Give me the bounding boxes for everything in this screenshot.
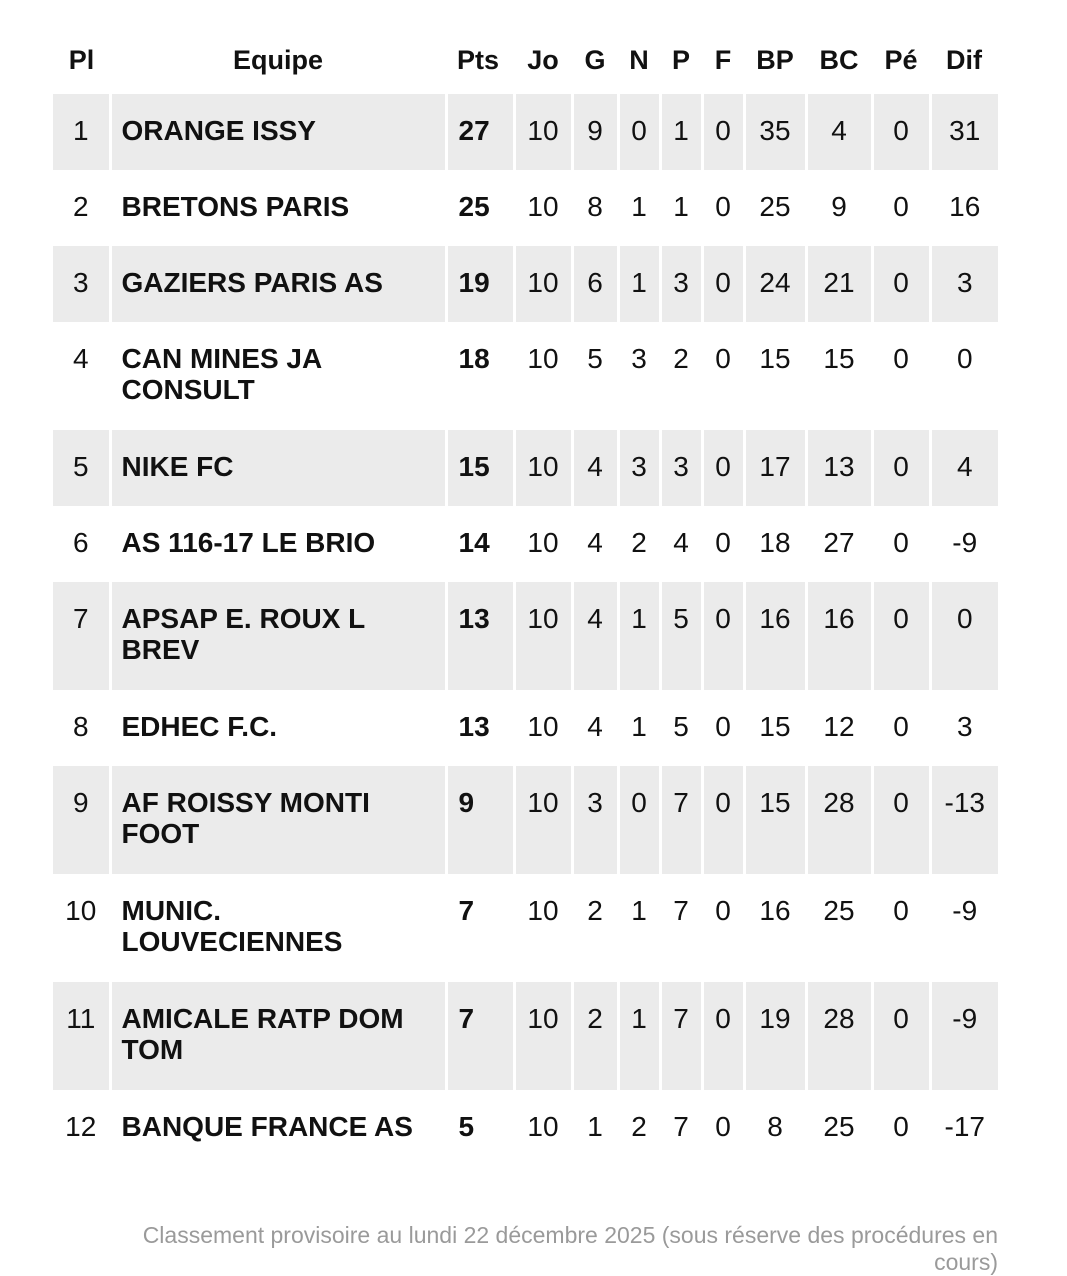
cell-pe: 0 bbox=[872, 582, 930, 690]
column-header-p[interactable]: P bbox=[671, 44, 690, 75]
table-row bbox=[53, 690, 998, 766]
cell-team[interactable]: APSAP E. ROUX L BREV bbox=[110, 582, 446, 690]
column-header-jo[interactable]: Jo bbox=[527, 44, 559, 75]
cell-jo: 10 bbox=[514, 582, 572, 690]
column-header-pe[interactable]: Pé bbox=[884, 44, 918, 75]
cell-f: 0 bbox=[702, 246, 744, 322]
cell-n: 3 bbox=[618, 322, 660, 430]
column-header-f[interactable]: F bbox=[714, 44, 732, 75]
cell-pts: 13 bbox=[446, 582, 514, 690]
column-header-dif[interactable]: Dif bbox=[946, 44, 982, 75]
cell-bc: 25 bbox=[806, 1090, 872, 1198]
cell-g: 4 bbox=[572, 506, 618, 582]
cell-team[interactable]: ORANGE ISSY bbox=[110, 94, 446, 170]
cell-pts: 15 bbox=[446, 430, 514, 506]
cell-dif: 0 bbox=[930, 322, 998, 430]
cell-bc: 28 bbox=[806, 982, 872, 1090]
cell-g: 2 bbox=[572, 874, 618, 982]
cell-f: 0 bbox=[702, 1090, 744, 1198]
cell-f: 0 bbox=[702, 982, 744, 1090]
cell-team[interactable]: EDHEC F.C. bbox=[110, 690, 446, 766]
cell-bp: 19 bbox=[744, 982, 806, 1090]
cell-dif: 3 bbox=[930, 246, 998, 322]
cell-jo: 10 bbox=[514, 94, 572, 170]
header-row bbox=[53, 26, 998, 94]
cell-bc: 12 bbox=[806, 690, 872, 766]
cell-pl: 10 bbox=[65, 895, 97, 926]
cell-f: 0 bbox=[702, 94, 744, 170]
cell-pts: 5 bbox=[446, 1090, 514, 1198]
cell-pe: 0 bbox=[872, 322, 930, 430]
cell-p: 7 bbox=[660, 766, 702, 874]
cell-dif: -9 bbox=[930, 506, 998, 582]
cell-n: 1 bbox=[618, 982, 660, 1090]
cell-pts: 7 bbox=[446, 982, 514, 1090]
cell-dif: 3 bbox=[930, 690, 998, 766]
table-row bbox=[53, 982, 998, 1090]
cell-g: 6 bbox=[572, 246, 618, 322]
cell-n: 1 bbox=[618, 690, 660, 766]
cell-g: 8 bbox=[572, 170, 618, 246]
column-header-pl[interactable]: Pl bbox=[68, 44, 95, 75]
cell-pl: 8 bbox=[72, 711, 89, 742]
column-header-g[interactable]: G bbox=[584, 44, 606, 75]
cell-bc: 27 bbox=[806, 506, 872, 582]
cell-team[interactable]: AF ROISSY MONTI FOOT bbox=[110, 766, 446, 874]
cell-g: 1 bbox=[572, 1090, 618, 1198]
cell-n: 3 bbox=[618, 430, 660, 506]
column-header-bp[interactable]: BP bbox=[756, 44, 794, 75]
cell-bp: 15 bbox=[744, 322, 806, 430]
cell-bp: 15 bbox=[744, 690, 806, 766]
cell-f: 0 bbox=[702, 582, 744, 690]
cell-team[interactable]: AS 116-17 LE BRIO bbox=[110, 506, 446, 582]
cell-n: 0 bbox=[618, 94, 660, 170]
cell-bc: 28 bbox=[806, 766, 872, 874]
cell-pe: 0 bbox=[872, 690, 930, 766]
cell-pe: 0 bbox=[872, 506, 930, 582]
cell-pe: 0 bbox=[872, 94, 930, 170]
cell-jo: 10 bbox=[514, 982, 572, 1090]
cell-pl: 2 bbox=[72, 191, 89, 222]
cell-dif: -9 bbox=[930, 874, 998, 982]
cell-p: 3 bbox=[660, 430, 702, 506]
cell-n: 1 bbox=[618, 874, 660, 982]
cell-bp: 17 bbox=[744, 430, 806, 506]
cell-dif: -13 bbox=[930, 766, 998, 874]
cell-jo: 10 bbox=[514, 246, 572, 322]
cell-bp: 16 bbox=[744, 582, 806, 690]
cell-pe: 0 bbox=[872, 170, 930, 246]
cell-jo: 10 bbox=[514, 430, 572, 506]
cell-pe: 0 bbox=[872, 246, 930, 322]
table-row bbox=[53, 430, 998, 506]
cell-team[interactable]: GAZIERS PARIS AS bbox=[110, 246, 446, 322]
cell-team[interactable]: NIKE FC bbox=[110, 430, 446, 506]
cell-pl: 5 bbox=[72, 451, 89, 482]
cell-p: 7 bbox=[660, 874, 702, 982]
cell-pts: 13 bbox=[446, 690, 514, 766]
column-header-pts[interactable]: Pts bbox=[457, 44, 500, 75]
cell-pts: 7 bbox=[446, 874, 514, 982]
cell-p: 5 bbox=[660, 690, 702, 766]
cell-f: 0 bbox=[702, 430, 744, 506]
cell-dif: 16 bbox=[930, 170, 998, 246]
table-row bbox=[53, 170, 998, 246]
cell-p: 5 bbox=[660, 582, 702, 690]
standings-table bbox=[53, 26, 998, 1198]
cell-bc: 25 bbox=[806, 874, 872, 982]
cell-pts: 27 bbox=[446, 94, 514, 170]
cell-pl: 9 bbox=[72, 787, 89, 818]
cell-bc: 9 bbox=[806, 170, 872, 246]
cell-p: 1 bbox=[660, 94, 702, 170]
cell-team[interactable]: MUNIC. LOUVECIENNES bbox=[110, 874, 446, 982]
cell-p: 1 bbox=[660, 170, 702, 246]
cell-dif: -9 bbox=[930, 982, 998, 1090]
cell-pl: 1 bbox=[72, 115, 89, 146]
cell-dif: -17 bbox=[930, 1090, 998, 1198]
table-row bbox=[53, 246, 998, 322]
cell-g: 4 bbox=[572, 430, 618, 506]
cell-pl: 6 bbox=[72, 527, 89, 558]
cell-bc: 13 bbox=[806, 430, 872, 506]
cell-pe: 0 bbox=[872, 1090, 930, 1198]
cell-pts: 9 bbox=[446, 766, 514, 874]
cell-bp: 24 bbox=[744, 246, 806, 322]
cell-g: 9 bbox=[572, 94, 618, 170]
column-header-equipe[interactable]: Equipe bbox=[232, 44, 323, 75]
cell-g: 5 bbox=[572, 322, 618, 430]
table-row bbox=[53, 1090, 998, 1198]
cell-pe: 0 bbox=[872, 982, 930, 1090]
cell-dif: 4 bbox=[930, 430, 998, 506]
cell-pe: 0 bbox=[872, 874, 930, 982]
cell-bp: 35 bbox=[744, 94, 806, 170]
cell-bc: 15 bbox=[806, 322, 872, 430]
provisional-standings-note: Classement provisoire au lundi 22 décembre 2025 (sous réserve des procédures en cours) bbox=[142, 1222, 998, 1275]
cell-f: 0 bbox=[702, 170, 744, 246]
cell-jo: 10 bbox=[514, 170, 572, 246]
cell-jo: 10 bbox=[514, 766, 572, 874]
cell-dif: 31 bbox=[930, 94, 998, 170]
table-header bbox=[53, 26, 998, 94]
table-row bbox=[53, 94, 998, 170]
table-row bbox=[53, 322, 998, 430]
cell-team[interactable]: BRETONS PARIS bbox=[110, 170, 446, 246]
cell-f: 0 bbox=[702, 506, 744, 582]
cell-jo: 10 bbox=[514, 690, 572, 766]
cell-pl: 3 bbox=[72, 267, 89, 298]
cell-pl: 12 bbox=[65, 1111, 97, 1142]
cell-pts: 18 bbox=[446, 322, 514, 430]
cell-dif: 0 bbox=[930, 582, 998, 690]
cell-pl: 7 bbox=[72, 603, 89, 634]
cell-f: 0 bbox=[702, 766, 744, 874]
cell-team[interactable]: CAN MINES JA CONSULT bbox=[110, 322, 446, 430]
cell-jo: 10 bbox=[514, 322, 572, 430]
cell-g: 4 bbox=[572, 690, 618, 766]
cell-bp: 16 bbox=[744, 874, 806, 982]
cell-n: 1 bbox=[618, 170, 660, 246]
table-row bbox=[53, 874, 998, 982]
cell-n: 2 bbox=[618, 1090, 660, 1198]
cell-g: 2 bbox=[572, 982, 618, 1090]
cell-n: 1 bbox=[618, 246, 660, 322]
table-row bbox=[53, 766, 998, 874]
cell-f: 0 bbox=[702, 874, 744, 982]
cell-bp: 18 bbox=[744, 506, 806, 582]
table-row bbox=[53, 506, 998, 582]
cell-bc: 21 bbox=[806, 246, 872, 322]
cell-jo: 10 bbox=[514, 506, 572, 582]
cell-p: 7 bbox=[660, 982, 702, 1090]
cell-pts: 25 bbox=[446, 170, 514, 246]
column-header-bc[interactable]: BC bbox=[819, 44, 859, 75]
cell-pts: 14 bbox=[446, 506, 514, 582]
cell-n: 0 bbox=[618, 766, 660, 874]
cell-jo: 10 bbox=[514, 1090, 572, 1198]
cell-team[interactable]: AMICALE RATP DOM TOM bbox=[110, 982, 446, 1090]
cell-f: 0 bbox=[702, 322, 744, 430]
cell-n: 2 bbox=[618, 506, 660, 582]
cell-p: 7 bbox=[660, 1090, 702, 1198]
cell-pts: 19 bbox=[446, 246, 514, 322]
cell-g: 4 bbox=[572, 582, 618, 690]
cell-p: 2 bbox=[660, 322, 702, 430]
cell-n: 1 bbox=[618, 582, 660, 690]
cell-p: 4 bbox=[660, 506, 702, 582]
cell-bc: 16 bbox=[806, 582, 872, 690]
cell-team[interactable]: BANQUE FRANCE AS bbox=[110, 1090, 446, 1198]
cell-pl: 11 bbox=[66, 1003, 96, 1034]
cell-pe: 0 bbox=[872, 430, 930, 506]
column-header-n[interactable]: N bbox=[629, 44, 649, 75]
cell-bp: 15 bbox=[744, 766, 806, 874]
cell-bc: 4 bbox=[806, 94, 872, 170]
cell-pl: 4 bbox=[72, 343, 89, 374]
table-row bbox=[53, 582, 998, 690]
table-body bbox=[53, 94, 998, 1198]
cell-g: 3 bbox=[572, 766, 618, 874]
cell-bp: 8 bbox=[744, 1090, 806, 1198]
cell-jo: 10 bbox=[514, 874, 572, 982]
cell-pe: 0 bbox=[872, 766, 930, 874]
cell-bp: 25 bbox=[744, 170, 806, 246]
cell-f: 0 bbox=[702, 690, 744, 766]
cell-p: 3 bbox=[660, 246, 702, 322]
